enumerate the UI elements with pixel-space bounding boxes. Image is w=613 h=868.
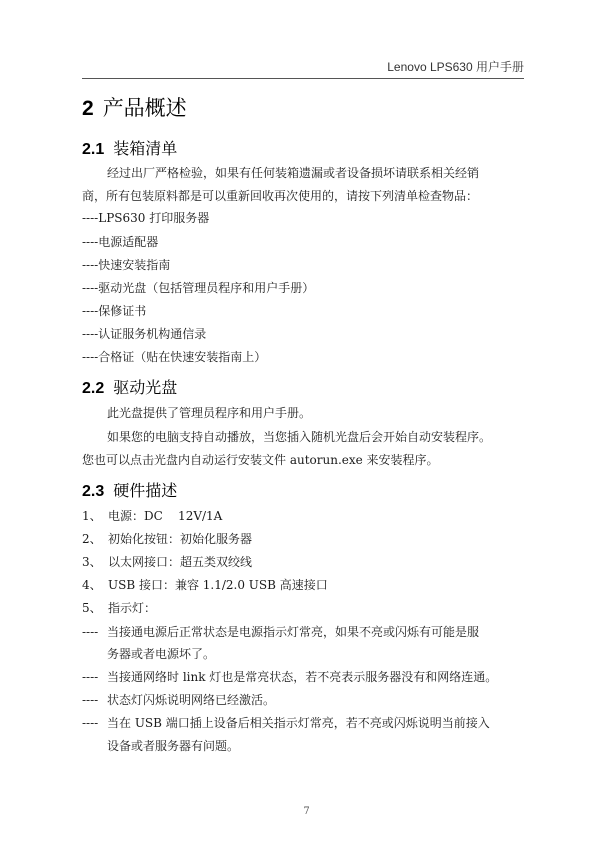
indicator-note-4-cont: 设备或者服务器有问题。 [107, 739, 240, 753]
intro-line-1: 经过出厂严格检验，如果有任何装箱遗漏或者设备损坏请联系相关经销 [107, 166, 480, 180]
package-item: ----认证服务机构通信录 [82, 327, 207, 341]
chapter-title: 产品概述 [102, 97, 187, 120]
hardware-item [82, 577, 328, 593]
package-item: ----电源适配器 [82, 235, 159, 249]
note-text: 状态灯闪烁说明网络已经激活。 [107, 693, 276, 707]
item-text: USB 接口：兼容 1.1/2.0 USB 高速接口 [108, 578, 328, 592]
section-heading-2-2 [82, 375, 177, 398]
item-number: 5、 [82, 601, 102, 615]
chapter-number: 2 [82, 97, 94, 120]
item-text: 电源：DC 12V/1A [108, 509, 223, 523]
item-number: 4、 [82, 578, 102, 592]
note-dash: ---- [82, 716, 99, 730]
item-text: 以太网接口：超五类双绞线 [108, 555, 253, 569]
indicator-note-4 [82, 715, 490, 731]
note-dash: ---- [82, 670, 99, 684]
package-item: ----LPS630 打印服务器 [82, 211, 210, 225]
note-dash: ---- [82, 625, 99, 639]
section-heading-2-3 [82, 478, 177, 501]
package-item: ----驱动光盘（包括管理员程序和用户手册） [82, 281, 315, 295]
item-text: 初始化按钮：初始化服务器 [108, 532, 253, 546]
indicator-note-2 [82, 669, 497, 685]
package-item: ----合格证（贴在快速安装指南上） [82, 350, 267, 364]
section-number: 2.3 [82, 483, 105, 500]
indicator-note-1 [82, 624, 479, 640]
note-text: 当接通网络时 link 灯也是常亮状态，若不亮表示服务器没有和网络连通。 [107, 670, 498, 684]
item-number: 2、 [82, 532, 102, 546]
disc-para-2-line-1: 如果您的电脑支持自动播放，当您插入随机光盘后会开始自动安装程序。 [107, 430, 492, 444]
section-title: 装箱清单 [113, 141, 178, 158]
item-number: 3、 [82, 555, 102, 569]
running-header: Lenovo LPS630 用户手册 [387, 60, 524, 74]
hardware-item [82, 554, 252, 570]
disc-para-2-line-2: 您也可以点击光盘内自动运行安装文件 autorun.exe 来安装程序。 [82, 453, 439, 467]
note-dash: ---- [82, 693, 99, 707]
hardware-item [82, 600, 156, 616]
note-text: 当接通电源后正常状态是电源指示灯常亮，如果不亮或闪烁有可能是服 [107, 625, 480, 639]
indicator-note-3 [82, 692, 275, 708]
package-item: ----保修证书 [82, 304, 147, 318]
header-rule [82, 78, 524, 79]
page-number: 7 [303, 806, 310, 817]
section-heading-2-1 [82, 136, 177, 159]
hardware-item [82, 531, 252, 547]
hardware-item [82, 508, 222, 524]
section-number: 2.1 [82, 141, 105, 158]
item-number: 1、 [82, 509, 102, 523]
indicator-note-1-cont: 务器或者电源坏了。 [107, 647, 216, 661]
section-title: 硬件描述 [113, 483, 178, 500]
note-text: 当在 USB 端口插上设备后相关指示灯常亮，若不亮或闪烁说明当前接入 [107, 716, 490, 730]
section-number: 2.2 [82, 380, 105, 397]
package-item: ----快速安装指南 [82, 258, 171, 272]
section-title: 驱动光盘 [113, 380, 178, 397]
intro-line-2: 商，所有包装原料都是可以重新回收再次使用的，请按下列清单检查物品： [82, 189, 479, 203]
disc-para-1: 此光盘提供了管理员程序和用户手册。 [107, 406, 312, 420]
item-text: 指示灯： [108, 601, 157, 615]
chapter-heading [82, 92, 187, 122]
